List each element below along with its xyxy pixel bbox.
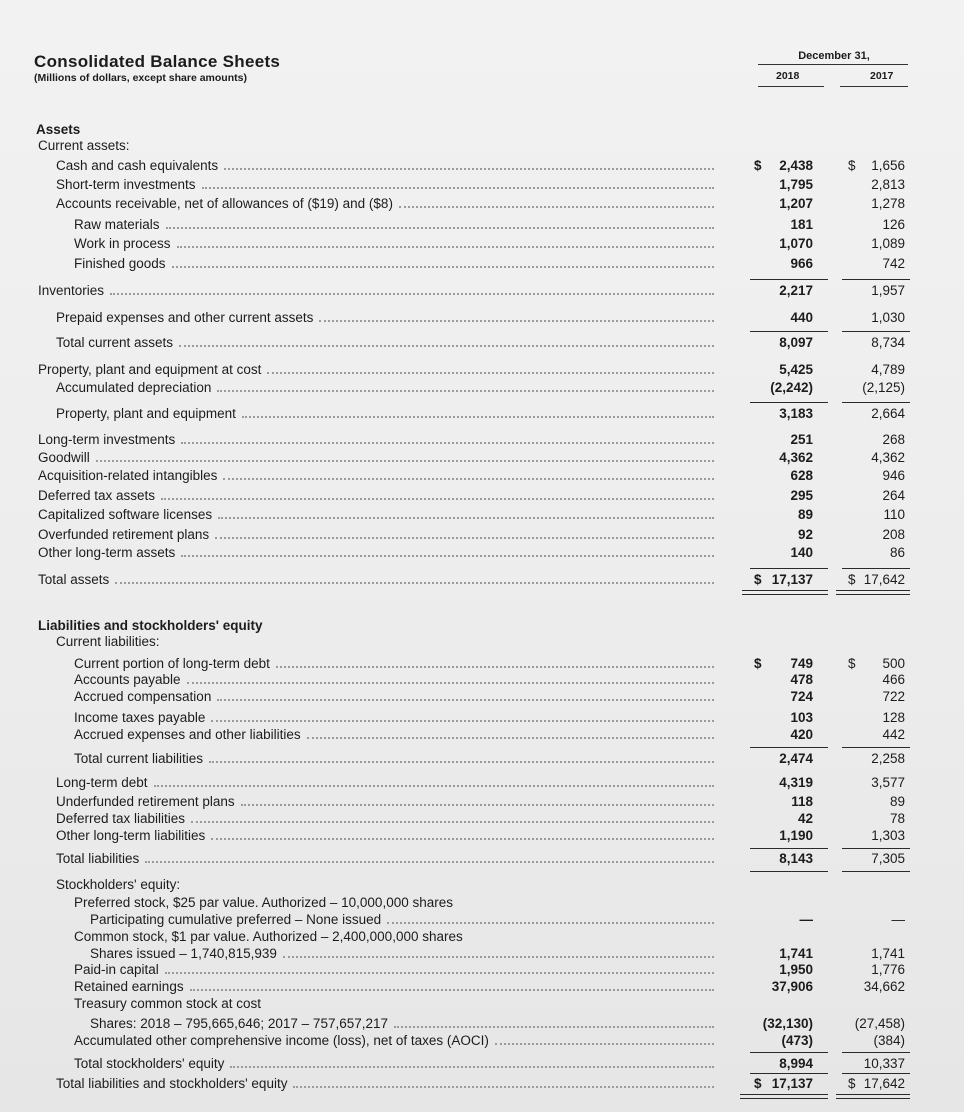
row-label: Capitalized software licenses xyxy=(38,507,213,522)
table-row xyxy=(0,217,964,233)
row-label: Current assets: xyxy=(38,138,130,153)
value-2017: 110 xyxy=(883,507,905,522)
leader-dots xyxy=(224,168,714,170)
value-2018: 4,319 xyxy=(779,775,813,790)
value-2018: 749 xyxy=(790,656,813,671)
leader-dots xyxy=(177,246,714,248)
table-row xyxy=(0,177,964,193)
leader-dots xyxy=(166,227,714,229)
row-label: Assets xyxy=(36,122,81,137)
table-row xyxy=(0,527,964,543)
leader-dots xyxy=(211,720,714,722)
leader-dots xyxy=(217,699,714,701)
subtotal-rule xyxy=(750,848,828,849)
subtotal-rule xyxy=(842,568,910,569)
leader-dots xyxy=(215,537,714,539)
table-row xyxy=(0,283,964,299)
leader-dots xyxy=(293,1086,714,1088)
row-label: Participating cumulative preferred – None issued xyxy=(90,912,382,927)
value-2017: (27,458) xyxy=(854,1016,905,1031)
value-2018: 1,741 xyxy=(779,946,813,961)
leader-dots xyxy=(165,972,714,974)
currency-symbol-2018: $ xyxy=(754,1076,762,1091)
table-row xyxy=(0,432,964,448)
value-2018: 8,994 xyxy=(779,1056,813,1071)
value-2017: 126 xyxy=(882,217,905,232)
value-2018: 2,438 xyxy=(779,158,813,173)
table-row xyxy=(0,895,964,911)
leader-dots xyxy=(387,922,714,924)
currency-symbol-2018: $ xyxy=(754,572,762,587)
year-2017-header: 2017 xyxy=(870,70,894,82)
table-row xyxy=(0,256,964,272)
table-row xyxy=(0,380,964,396)
value-2018: 966 xyxy=(790,256,813,271)
table-row xyxy=(0,751,964,767)
value-2017: 8,734 xyxy=(871,335,905,350)
leader-dots xyxy=(181,442,714,444)
table-row xyxy=(0,572,964,588)
value-2018: 4,362 xyxy=(779,450,813,465)
value-2018: 103 xyxy=(790,710,813,725)
value-2017: 2,813 xyxy=(871,177,905,192)
leader-dots xyxy=(217,390,714,392)
value-2017: 89 xyxy=(889,794,905,809)
table-row xyxy=(0,236,964,252)
value-2018: 295 xyxy=(790,488,813,503)
value-2017: 78 xyxy=(889,811,905,826)
value-2018: 1,207 xyxy=(779,196,813,211)
subtotal-rule xyxy=(750,331,828,332)
value-2018: 37,906 xyxy=(771,979,813,994)
value-2017: 2,664 xyxy=(871,406,905,421)
row-label: Prepaid expenses and other current assets xyxy=(56,310,314,325)
row-label: Liabilities and stockholders' equity xyxy=(38,618,263,633)
leader-dots xyxy=(181,555,714,557)
value-2017: 208 xyxy=(882,527,905,542)
value-2017: 1,278 xyxy=(871,196,905,211)
row-label: Current portion of long-term debt xyxy=(74,656,270,671)
value-2018: 2,474 xyxy=(779,751,813,766)
row-label: Underfunded retirement plans xyxy=(56,794,235,809)
value-2018: 1,070 xyxy=(779,236,813,251)
row-label: Retained earnings xyxy=(74,979,184,994)
row-label: Total assets xyxy=(38,572,110,587)
row-label: Total current assets xyxy=(56,335,174,350)
value-2017: 128 xyxy=(882,710,905,725)
row-label: Accrued expenses and other liabilities xyxy=(74,727,301,742)
table-row xyxy=(0,1033,964,1049)
table-row xyxy=(0,1016,964,1032)
leader-dots xyxy=(242,416,714,418)
leader-dots xyxy=(115,582,714,584)
subtotal-rule xyxy=(842,1052,910,1053)
row-label: Property, plant and equipment at cost xyxy=(38,362,262,377)
value-2018: 1,795 xyxy=(779,177,813,192)
value-2018: 440 xyxy=(790,310,813,325)
row-label: Stockholders' equity: xyxy=(56,877,181,892)
subtotal-rule xyxy=(842,279,910,280)
value-2017: 86 xyxy=(889,545,905,560)
value-2017: 1,030 xyxy=(871,310,905,325)
row-label: Finished goods xyxy=(74,256,166,271)
row-label: Treasury common stock at cost xyxy=(74,996,262,1011)
leader-dots xyxy=(110,293,714,295)
leader-dots xyxy=(154,785,714,787)
table-row xyxy=(0,929,964,945)
subtotal-rule xyxy=(842,402,910,403)
value-2017: 1,089 xyxy=(871,236,905,251)
table-row xyxy=(0,138,964,154)
value-2018: (473) xyxy=(781,1033,813,1048)
leader-dots xyxy=(495,1043,714,1045)
value-2017: 10,337 xyxy=(863,1056,905,1071)
value-2017: 500 xyxy=(882,656,905,671)
period-rule xyxy=(758,64,908,65)
year-2018-rule xyxy=(758,86,824,87)
leader-dots xyxy=(191,821,714,823)
value-2018: 92 xyxy=(797,527,813,542)
table-row xyxy=(0,689,964,705)
total-double-rule xyxy=(836,1094,910,1099)
table-row xyxy=(0,775,964,791)
value-2018: 478 xyxy=(790,672,813,687)
table-row xyxy=(0,794,964,810)
value-2017: 466 xyxy=(882,672,905,687)
value-2018: 17,137 xyxy=(771,1076,813,1091)
value-2017: 4,789 xyxy=(871,362,905,377)
value-2018: 1,950 xyxy=(779,962,813,977)
row-label: Paid-in capital xyxy=(74,962,159,977)
row-label: Total liabilities and stockholders' equity xyxy=(56,1076,288,1091)
row-label: Shares issued – 1,740,815,939 xyxy=(90,946,277,961)
total-double-rule xyxy=(740,1094,828,1099)
leader-dots xyxy=(267,372,714,374)
value-2017: — xyxy=(891,912,905,927)
table-row xyxy=(0,196,964,212)
value-2017: 442 xyxy=(882,727,905,742)
table-row xyxy=(0,727,964,743)
value-2018: 420 xyxy=(790,727,813,742)
value-2017: (384) xyxy=(873,1033,905,1048)
row-label: Deferred tax liabilities xyxy=(56,811,186,826)
row-label: Other long-term liabilities xyxy=(56,828,206,843)
value-2018: 140 xyxy=(790,545,813,560)
value-2017: 7,305 xyxy=(871,851,905,866)
row-label: Deferred tax assets xyxy=(38,488,156,503)
value-2017: 1,656 xyxy=(871,158,905,173)
table-row xyxy=(0,946,964,962)
table-row xyxy=(0,672,964,688)
row-label: Short-term investments xyxy=(56,177,196,192)
row-label: Preferred stock, $25 par value. Authorized – 10,000,000 shares xyxy=(74,895,453,910)
value-2017: 1,957 xyxy=(871,283,905,298)
value-2018: 724 xyxy=(790,689,813,704)
leader-dots xyxy=(394,1026,714,1028)
table-row xyxy=(0,979,964,995)
table-row xyxy=(0,362,964,378)
value-2017: 268 xyxy=(882,432,905,447)
value-2018: 181 xyxy=(790,217,813,232)
row-label: Long-term debt xyxy=(56,775,148,790)
currency-symbol-2017: $ xyxy=(848,158,856,173)
value-2018: 5,425 xyxy=(779,362,813,377)
page-subtitle: (Millions of dollars, except share amounts) xyxy=(34,72,247,84)
period-header: December 31, xyxy=(798,50,870,62)
leader-dots xyxy=(399,206,714,208)
row-label: Overfunded retirement plans xyxy=(38,527,210,542)
row-label: Goodwill xyxy=(38,450,90,465)
value-2018: 118 xyxy=(791,794,813,809)
currency-symbol-2017: $ xyxy=(848,1076,856,1091)
subtotal-rule xyxy=(842,331,910,332)
table-row xyxy=(0,158,964,174)
subtotal-rule xyxy=(842,848,910,849)
value-2018: (32,130) xyxy=(762,1016,813,1031)
table-row xyxy=(0,1056,964,1072)
value-2018: — xyxy=(799,912,813,927)
table-row xyxy=(0,406,964,422)
row-label: Accounts receivable, net of allowances of ($19) and ($8) xyxy=(56,196,393,211)
value-2018: (2,242) xyxy=(770,380,813,395)
page-title: Consolidated Balance Sheets xyxy=(34,52,281,71)
value-2018: 8,143 xyxy=(779,851,813,866)
table-row xyxy=(0,507,964,523)
value-2017: 722 xyxy=(882,689,905,704)
leader-dots xyxy=(145,861,714,863)
leader-dots xyxy=(223,478,714,480)
subtotal-rule xyxy=(750,747,828,748)
table-row xyxy=(0,1076,964,1092)
value-2018: 8,097 xyxy=(779,335,813,350)
row-label: Acquisition-related intangibles xyxy=(38,468,218,483)
value-2017: 742 xyxy=(882,256,905,271)
row-label: Inventories xyxy=(38,283,105,298)
value-2017: 3,577 xyxy=(871,775,905,790)
table-row xyxy=(0,962,964,978)
row-label: Accounts payable xyxy=(74,672,181,687)
currency-symbol-2017: $ xyxy=(848,656,856,671)
table-row xyxy=(0,310,964,326)
row-label: Total liabilities xyxy=(56,851,140,866)
table-row xyxy=(0,851,964,867)
subtotal-rule xyxy=(842,1073,910,1074)
value-2017: 17,642 xyxy=(863,1076,905,1091)
leader-dots xyxy=(283,956,714,958)
table-row xyxy=(0,618,964,634)
table-row xyxy=(0,468,964,484)
leader-dots xyxy=(211,838,714,840)
leader-dots xyxy=(190,989,714,991)
row-label: Accumulated other comprehensive income (loss), net of taxes (AOCI) xyxy=(74,1033,489,1048)
row-label: Work in process xyxy=(74,236,171,251)
row-label: Raw materials xyxy=(74,217,160,232)
table-row xyxy=(0,828,964,844)
table-row xyxy=(0,488,964,504)
value-2017: 17,642 xyxy=(863,572,905,587)
total-double-rule xyxy=(742,590,828,595)
subtotal-rule xyxy=(750,402,828,403)
value-2017: 1,776 xyxy=(871,962,905,977)
currency-symbol-2018: $ xyxy=(754,158,762,173)
table-row xyxy=(0,996,964,1012)
total-double-rule xyxy=(836,590,910,595)
table-row xyxy=(0,877,964,893)
subtotal-rule xyxy=(842,747,910,748)
subtotal-rule xyxy=(750,1073,828,1074)
row-label: Accumulated depreciation xyxy=(56,380,212,395)
row-label: Common stock, $1 par value. Authorized – 2,400,000,000 shares xyxy=(74,929,463,944)
row-label: Long-term investments xyxy=(38,432,176,447)
row-label: Cash and cash equivalents xyxy=(56,158,219,173)
value-2017: 1,741 xyxy=(871,946,905,961)
value-2017: 34,662 xyxy=(863,979,905,994)
value-2018: 3,183 xyxy=(779,406,813,421)
value-2018: 628 xyxy=(790,468,813,483)
currency-symbol-2017: $ xyxy=(848,572,856,587)
table-row xyxy=(0,122,964,138)
value-2018: 251 xyxy=(790,432,813,447)
value-2018: 17,137 xyxy=(771,572,813,587)
row-label: Total current liabilities xyxy=(74,751,204,766)
leader-dots xyxy=(241,804,714,806)
value-2018: 89 xyxy=(797,507,813,522)
leader-dots xyxy=(161,498,714,500)
table-row xyxy=(0,450,964,466)
year-2017-rule xyxy=(840,86,908,87)
value-2017: 4,362 xyxy=(871,450,905,465)
leader-dots xyxy=(319,320,714,322)
row-label: Accrued compensation xyxy=(74,689,212,704)
subtotal-rule xyxy=(842,871,910,872)
value-2017: (2,125) xyxy=(862,380,905,395)
leader-dots xyxy=(276,666,714,668)
leader-dots xyxy=(96,460,714,462)
value-2018: 1,190 xyxy=(779,828,813,843)
table-row xyxy=(0,710,964,726)
subtotal-rule xyxy=(750,279,828,280)
table-row xyxy=(0,656,964,672)
subtotal-rule xyxy=(750,568,828,569)
row-label: Total stockholders' equity xyxy=(74,1056,225,1071)
value-2017: 1,303 xyxy=(871,828,905,843)
leader-dots xyxy=(307,737,714,739)
row-label: Shares: 2018 – 795,665,646; 2017 – 757,657,217 xyxy=(90,1016,389,1031)
table-row xyxy=(0,545,964,561)
leader-dots xyxy=(172,266,714,268)
leader-dots xyxy=(230,1066,714,1068)
currency-symbol-2018: $ xyxy=(754,656,762,671)
value-2018: 2,217 xyxy=(779,283,813,298)
leader-dots xyxy=(187,682,714,684)
leader-dots xyxy=(218,517,714,519)
subtotal-rule xyxy=(750,1052,828,1053)
row-label: Current liabilities: xyxy=(56,634,160,649)
value-2018: 42 xyxy=(797,811,813,826)
leader-dots xyxy=(202,187,714,189)
row-label: Other long-term assets xyxy=(38,545,176,560)
leader-dots xyxy=(209,761,714,763)
subtotal-rule xyxy=(750,871,828,872)
row-label: Income taxes payable xyxy=(74,710,206,725)
value-2017: 264 xyxy=(882,488,905,503)
table-row xyxy=(0,634,964,650)
value-2017: 946 xyxy=(882,468,905,483)
table-row xyxy=(0,811,964,827)
value-2017: 2,258 xyxy=(871,751,905,766)
row-label: Property, plant and equipment xyxy=(56,406,236,421)
year-2018-header: 2018 xyxy=(776,70,800,82)
leader-dots xyxy=(179,345,714,347)
table-row xyxy=(0,912,964,928)
table-row xyxy=(0,335,964,351)
